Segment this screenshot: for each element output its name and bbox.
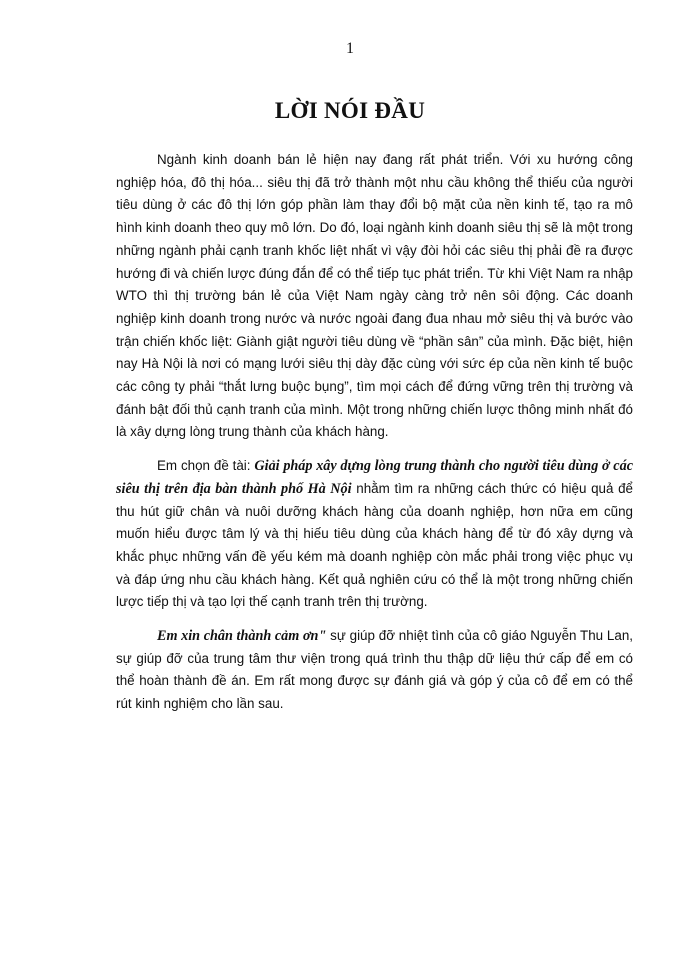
thanks-heading: Em xin chân thành cảm ơn": [157, 628, 327, 645]
page-number: 1: [346, 40, 354, 57]
document-body: [116, 149, 633, 727]
topic-lead-text: Em chọn đề tài:: [157, 458, 255, 474]
paragraph-intro: Ngành kinh doanh bán lẻ hiện nay đang rất phát triển. Với xu hướng công nghiệp hóa, đô thị hóa... siêu thị đã trở thành một nhu cầu không thể thiếu của người tiêu dùng ở các đô thị lớn góp phần làm thay đổi bộ mặt của nền kinh tế, tạo ra mô hình kinh doanh theo quy mô lớn. Do đó, loại ngành kinh doanh siêu thị sẽ là một trong những ngành phải cạnh tranh khốc liệt nhất vì vậy đòi hỏi các siêu thị phải đề ra được hướng đi và chiến lược đúng đắn để có thể tiếp tục phát triển. Từ khi Việt Nam ra nhập WTO thì thị trường bán lẻ của Việt Nam ngày càng trở nên sôi động. Các doanh nghiệp kinh doanh trong nước và nước ngoài đang đua nhau mở siêu thị và bước vào trận chiến khốc liệt: Giành giật người tiêu dùng về “phần sân” của mình. Đặc biệt, hiện nay Hà Nội là nơi có mạng lưới siêu thị dày đặc cùng với sức ép của nền kinh tế buộc các công ty phải “thắt lưng buộc bụng”, tìm mọi cách để đứng vững trên thị trường và đánh bật đối thủ cạnh tranh của mình. Một trong những chiến lược thông minh nhất đó là xây dựng lòng trung thành của khách hàng.: [116, 152, 633, 440]
paragraph-topic: [116, 455, 633, 614]
topic-title: Giải pháp xây dựng lòng trung thành cho người tiêu dùng ở các siêu thị trên địa bàn thành phố Hà Nội: [116, 458, 633, 497]
document-title: LỜI NÓI ĐẦU: [274, 98, 426, 123]
paragraph-thanks: [116, 625, 633, 716]
thanks-text: sự giúp đỡ nhiệt tình của cô giáo Nguyễn Thu Lan, sự giúp đỡ của trung tâm thư viện trong quá trình thu thập dữ liệu thứ cấp để em có thể hoàn thành đề án. Em rất mong được sự đánh giá và góp ý của cô để em có thể rút kinh nghiệm cho lần sau.: [116, 628, 633, 712]
topic-description: nhằm tìm ra những cách thức có hiệu quả để thu hút giữ chân và nuôi dưỡng khách hàng của doanh nghiệp, hơn nữa em cũng muốn hiểu được tâm lý và thị hiếu tiêu dùng của khách hàng để từ đó xây dựng và khắc phục những vấn đề yếu kém mà doanh nghiệp còn mắc phải trong việc phục vụ và đáp ứng nhu cầu khách hàng. Kết quả nghiên cứu có thể là một trong những chiến lược tiếp thị và tạo lợi thế cạnh tranh trên thị trường.: [116, 480, 633, 610]
